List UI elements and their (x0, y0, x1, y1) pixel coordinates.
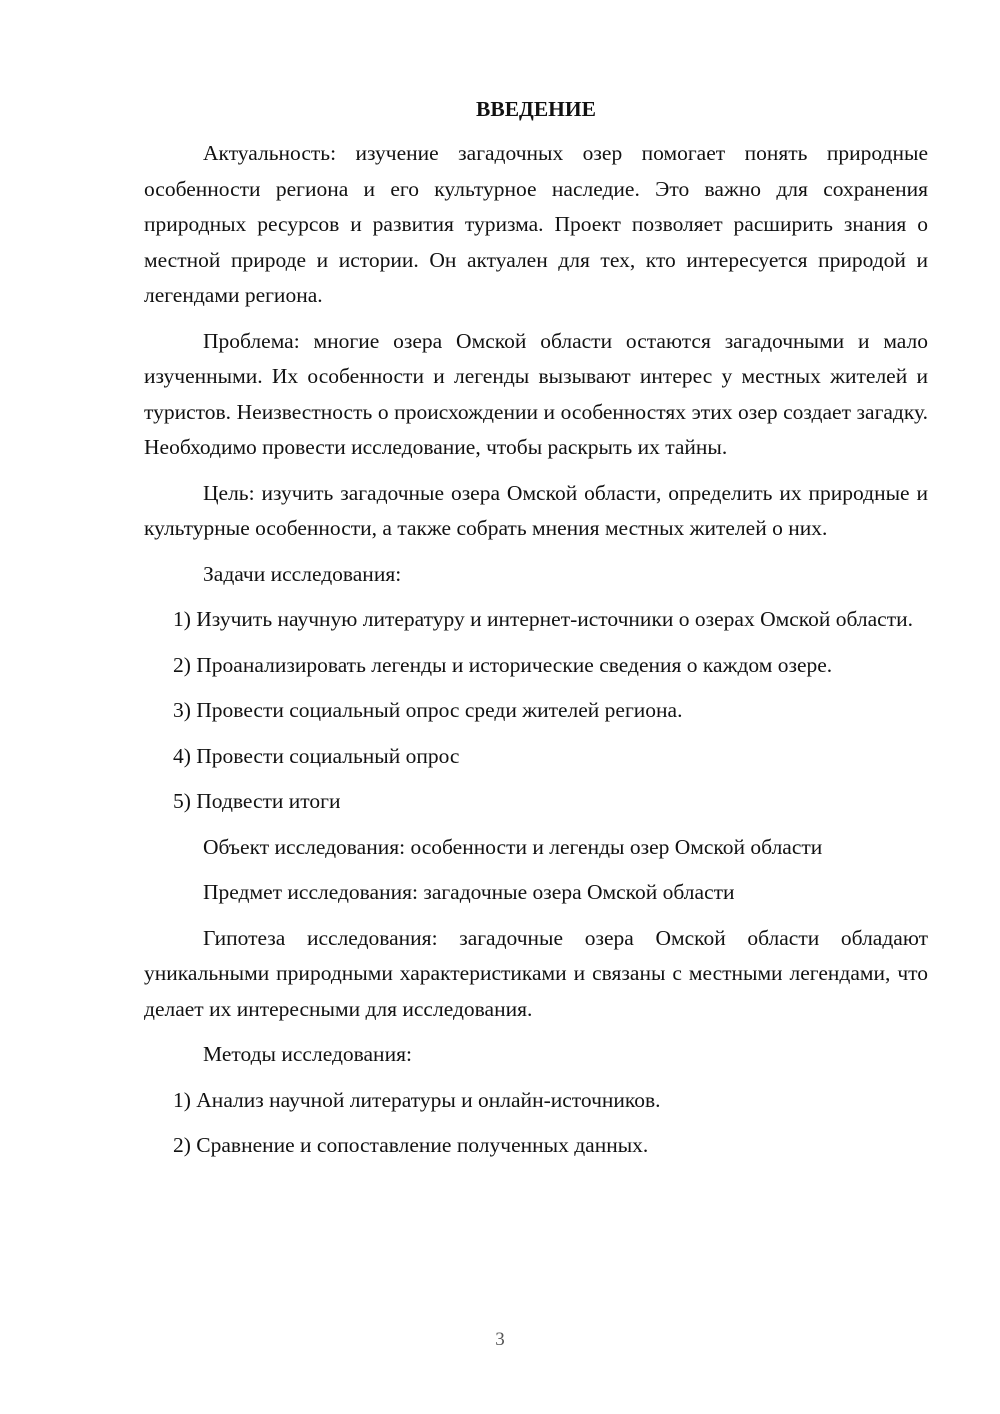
task-item: 2) Проанализировать легенды и исторические сведения о каждом озере. (173, 652, 833, 677)
research-object: Объект исследования: особенности и легенды озер Омской области (203, 834, 823, 859)
method-item: 1) Анализ научной литературы и онлайн-источников. (173, 1087, 661, 1112)
problem-paragraph: Проблема: многие озера Омской области остаются загадочными и мало изученными. Их особенности и легенды вызывают интерес у местных жителей и туристов. Неизвестность о происхождении и особенностях этих озер создает загадку. Необходимо провести исследование, чтобы раскрыть их тайны. (144, 328, 928, 459)
method-item: 2) Сравнение и сопоставление полученных данных. (173, 1133, 649, 1157)
page-number: 3 (495, 1329, 505, 1350)
document-page (144, 92, 928, 1174)
section-title: ВВЕДЕНИЕ (476, 97, 596, 121)
task-item: 5) Подвести итоги (173, 789, 341, 813)
task-item: 1) Изучить научную литературу и интернет-источники о озерах Омской области. (173, 607, 913, 631)
relevance-paragraph: Актуальность: изучение загадочных озер помогает понять природные особенности региона и его культурное наследие. Это важно для сохранения природных ресурсов и развития туризма. Проект позволяет расширить знания о местной природе и истории. Он актуален для тех, кто интересуется природой и легендами региона. (144, 141, 928, 307)
methods-heading: Методы исследования: (203, 1042, 412, 1066)
goal-paragraph: Цель: изучить загадочные озера Омской области, определить их природные и культурные особенности, а также собрать мнения местных жителей о них. (144, 480, 928, 540)
task-item: 4) Провести социальный опрос (173, 743, 460, 768)
task-item: 3) Провести социальный опрос среди жителей региона. (173, 698, 683, 722)
hypothesis-paragraph: Гипотеза исследования: загадочные озера Омской области обладают уникальными природными характеристиками и связаны с местными легендами, что делает их интересными для исследования. (144, 925, 928, 1021)
research-subject: Предмет исследования: загадочные озера Омской области (203, 880, 735, 904)
tasks-heading: Задачи исследования: (203, 561, 402, 586)
